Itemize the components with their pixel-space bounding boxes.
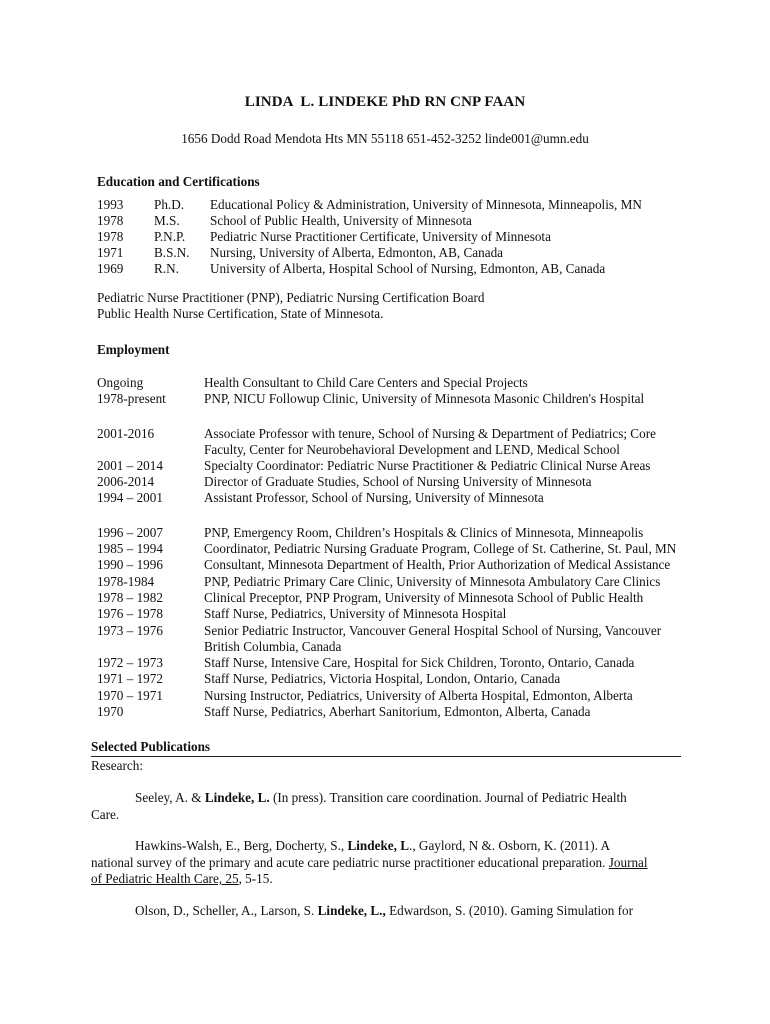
employment-role: PNP, Pediatric Primary Care Clinic, University of Minnesota Ambulatory Care Clinics — [204, 574, 661, 589]
pub-text: ., Gaylord, N &. Osborn, K. (2011). A — [409, 838, 610, 853]
employment-role: Nursing Instructor, Pediatrics, University of Alberta Hospital, Edmonton, Alberta — [204, 688, 633, 703]
publication-entry — [91, 790, 691, 823]
degree-year: 1993 — [97, 197, 124, 212]
employment-period: 1994 – 2001 — [97, 490, 163, 505]
employment-period: 1996 – 2007 — [97, 525, 163, 540]
pub-text: (In press). Transition care coordination. Journal of Pediatric Health — [269, 790, 627, 805]
publication-entry — [91, 838, 691, 888]
contact-info: 1656 Dodd Road Mendota Hts MN 55118 651-452-3252 linde001@umn.edu — [181, 131, 589, 146]
employment-period: 1976 – 1978 — [97, 606, 163, 621]
employment-role: Consultant, Minnesota Department of Health, Prior Authorization of Medical Assistance — [204, 557, 671, 572]
degree-detail: Nursing, University of Alberta, Edmonton, AB, Canada — [210, 245, 504, 260]
pub-text: Edwardson, S. (2010). Gaming Simulation for — [385, 903, 634, 918]
employment-period: 1990 – 1996 — [97, 557, 163, 572]
employment-role: Specialty Coordinator: Pediatric Nurse Practitioner & Pediatric Clinical Nurse Areas — [204, 458, 651, 473]
employment-role: Assistant Professor, School of Nursing, University of Minnesota — [204, 490, 544, 505]
employment-role: Staff Nurse, Pediatrics, University of Minnesota Hospital — [204, 606, 507, 621]
employment-period: 1973 – 1976 — [97, 623, 163, 638]
employment-period: 1972 – 1973 — [97, 655, 163, 670]
employment-role: Staff Nurse, Pediatrics, Aberhart Sanitorium, Edmonton, Alberta, Canada — [204, 704, 591, 719]
degree-detail: University of Alberta, Hospital School of Nursing, Edmonton, AB, Canada — [210, 261, 606, 276]
publication-entry — [91, 903, 691, 920]
employment-role: Staff Nurse, Pediatrics, Victoria Hospital, London, Ontario, Canada — [204, 671, 561, 686]
pub-highlight-author: Lindeke, L. — [204, 790, 270, 805]
degree-detail: Pediatric Nurse Practitioner Certificate, University of Minnesota — [210, 229, 551, 244]
pub-pages: , 5-15. — [238, 871, 273, 886]
pub-text-continued: Care. — [91, 806, 120, 822]
employment-role: PNP, Emergency Room, Children’s Hospitals & Clinics of Minnesota, Minneapolis — [204, 525, 644, 540]
degree-year: 1978 — [97, 229, 124, 244]
employment-period: 1970 — [97, 704, 124, 719]
employment-period: 1971 – 1972 — [97, 671, 163, 686]
employment-period: Ongoing — [97, 375, 144, 390]
education-heading: Education and Certifications — [97, 174, 260, 189]
pub-highlight-author: Lindeke, L., — [317, 903, 386, 918]
employment-heading: Employment — [97, 342, 170, 357]
degree-year: 1971 — [97, 245, 124, 260]
employment-role: Coordinator, Pediatric Nursing Graduate Program, College of St. Catherine, St. Paul, MN — [204, 541, 677, 556]
degree-type: P.N.P. — [154, 229, 186, 244]
degree-year: 1969 — [97, 261, 124, 276]
degree-type: R.N. — [154, 261, 179, 276]
employment-role: Staff Nurse, Intensive Care, Hospital for Sick Children, Toronto, Ontario, Canada — [204, 655, 635, 670]
degree-detail: School of Public Health, University of Minnesota — [210, 213, 472, 228]
publications-heading: Selected Publications — [91, 739, 681, 757]
research-subheading: Research: — [91, 758, 143, 773]
degree-type: B.S.N. — [154, 245, 190, 260]
degree-detail: Educational Policy & Administration, University of Minnesota, Minneapolis, MN — [210, 197, 642, 212]
certification-line: Pediatric Nurse Practitioner (PNP), Pediatric Nursing Certification Board — [97, 290, 485, 305]
employment-period: 1978 – 1982 — [97, 590, 163, 605]
employment-role-continued: British Columbia, Canada — [204, 639, 342, 654]
pub-authors: Olson, D., Scheller, A., Larson, S. — [135, 903, 318, 918]
employment-role: Director of Graduate Studies, School of Nursing University of Minnesota — [204, 474, 592, 489]
employment-role: Associate Professor with tenure, School of Nursing & Department of Pediatrics; Core — [204, 426, 656, 441]
employment-period: 1978-present — [97, 391, 166, 406]
employment-period: 2001-2016 — [97, 426, 155, 441]
employment-role: PNP, NICU Followup Clinic, University of Minnesota Masonic Children's Hospital — [204, 391, 645, 406]
employment-role: Senior Pediatric Instructor, Vancouver General Hospital School of Nursing, Vancouver — [204, 623, 662, 638]
pub-authors: Hawkins-Walsh, E., Berg, Docherty, S., — [135, 838, 348, 853]
employment-role: Health Consultant to Child Care Centers and Special Projects — [204, 375, 528, 390]
employment-period: 1985 – 1994 — [97, 541, 163, 556]
employment-role-continued: Faculty, Center for Neurobehavioral Development and LEND, Medical School — [204, 442, 620, 457]
pub-highlight-author: Lindeke, L — [347, 838, 410, 853]
pub-authors: Seeley, A. & — [135, 790, 205, 805]
degree-type: Ph.D. — [154, 197, 185, 212]
employment-period: 1970 – 1971 — [97, 688, 163, 703]
pub-text-continued: national survey of the primary and acute care pediatric nurse practitioner educational preparation. — [91, 854, 609, 870]
author-name: LINDA L. LINDEKE PhD RN CNP FAAN — [244, 94, 526, 110]
employment-period: 2001 – 2014 — [97, 458, 163, 473]
pub-journal: of Pediatric Health Care, 25 — [91, 871, 239, 886]
employment-period: 2006-2014 — [97, 474, 155, 489]
degree-year: 1978 — [97, 213, 124, 228]
pub-journal: Journal — [608, 854, 648, 870]
certification-line: Public Health Nurse Certification, State of Minnesota. — [97, 306, 384, 321]
employment-period: 1978-1984 — [97, 574, 155, 589]
degree-type: M.S. — [154, 213, 180, 228]
employment-role: Clinical Preceptor, PNP Program, University of Minnesota School of Public Health — [204, 590, 644, 605]
